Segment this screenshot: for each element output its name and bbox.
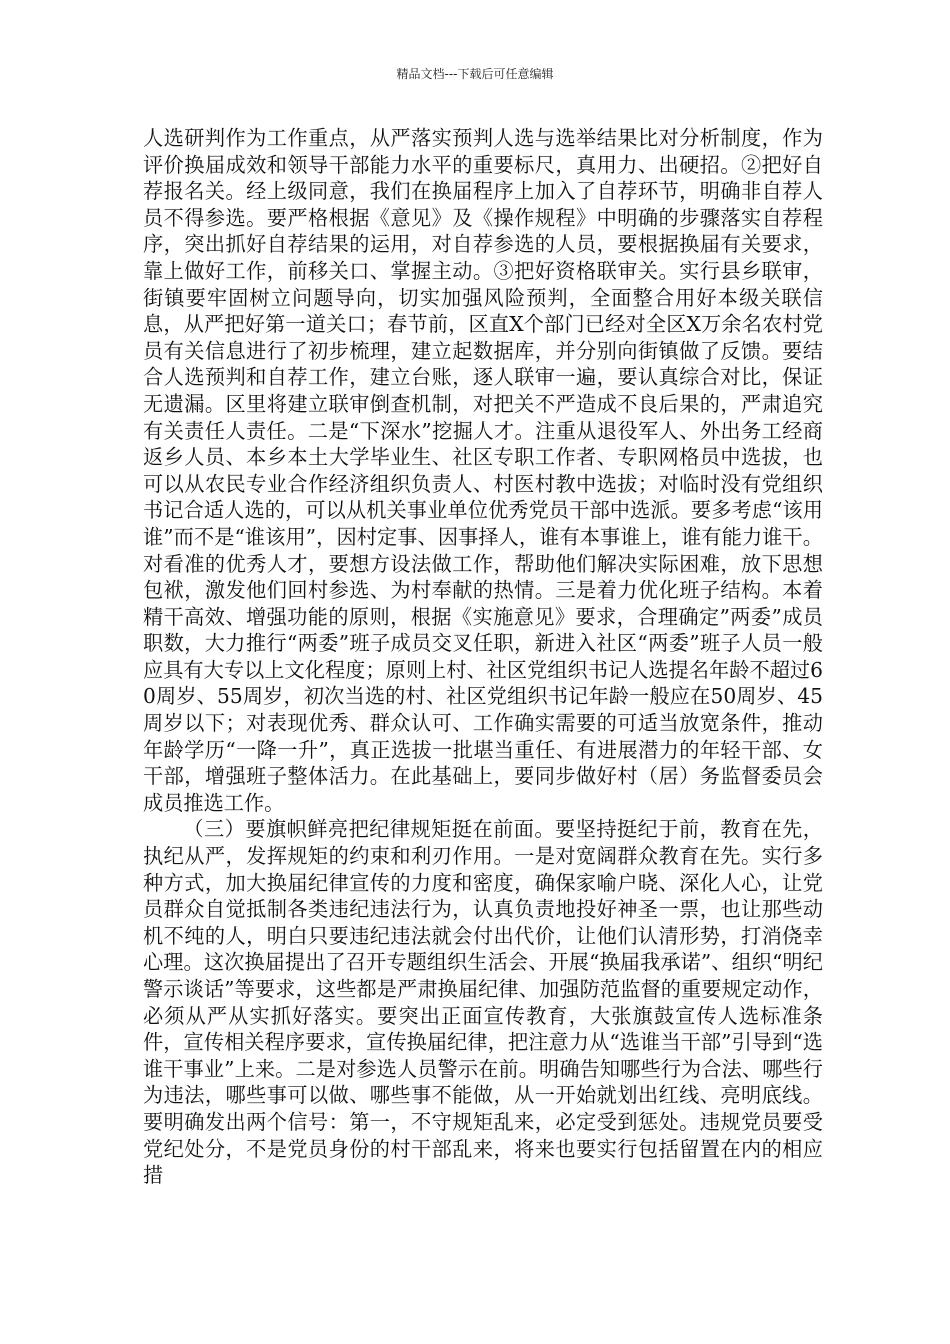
document-body [143, 125, 823, 1189]
paragraph-section-three: （三）要旗帜鲜亮把纪律规矩挺在前面。要坚持挺纪于前，教育在先，执纪从严，发挥规矩的约束和利刃作用。一是对宽阔群众教育在先。实行多种方式，加大换届纪律宣传的力度和密度，确保家喻户晓、深化人心，让党员群众自觉抵制各类违纪违法行为，认真负责地投好神圣一票，也让那些动机不纯的人，明白只要违纪违法就会付出代价，让他们认清形势，打消侥幸心理。这次换届提出了召开专题组织生活会、开展“换届我承诺”、组织“明纪警示谈话”等要求，这些都是严肃换届纪律、加强防范监督的重要规定动作，必须从严从实抓好落实。要突出正面宣传教育，大张旗鼓宣传人选标准条件，宣传相关程序要求，宣传换届纪律，把注意力从“选谁当干部”引导到“选谁干事业”上来。二是对参选人员警示在前。明确告知哪些行为合法、哪些行为违法，哪些事可以做、哪些事不能做，从一开始就划出红线、亮明底线。要明确发出两个信号：第一，不守规矩乱来，必定受到惩处。违规党员要受党纪处分，不是党员身份的村干部乱来，将来也要实行包括留置在内的相应措 [143, 817, 823, 1188]
paragraph-continuation: 人选研判作为工作重点，从严落实预判人选与选举结果比对分析制度，作为评价换届成效和领导干部能力水平的重要标尺，真用力、出硬招。②把好自荐报名关。经上级同意，我们在换届程序上加入了自荐环节，明确非自荐人员不得参选。要严格根据《意见》及《操作规程》中明确的步骤落实自荐程序，突出抓好自荐结果的运用，对自荐参选的人员，要根据换届有关要求，靠上做好工作，前移关口、掌握主动。③把好资格联审关。实行县乡联审，街镇要牢固树立问题导向，切实加强风险预判，全面整合用好本级关联信息，从严把好第一道关口；春节前，区直X个部门已经对全区X万余名农村党员有关信息进行了初步梳理，建立起数据库，并分别向街镇做了反馈。要结合人选预判和自荐工作，建立台账，逐人联审一遍，要认真综合对比，保证无遗漏。区里将建立联审倒查机制，对把关不严造成不良后果的，严肃追究有关责任人责任。二是“下深水”挖掘人才。注重从退役军人、外出务工经商返乡人员、本乡本土大学毕业生、社区专职工作者、专职网格员中选拔，也可以从农民专业合作经济组织负责人、村医村教中选拔；对临时没有党组织书记合适人选的，可以从机关事业单位优秀党员干部中选派。要多考虑“该用谁”而不是“谁该用”，因村定事、因事择人，谁有本事谁上，谁有能力谁干。对看准的优秀人才，要想方设法做工作，帮助他们解决实际困难，放下思想包袱，激发他们回村参选、为村奉献的热情。三是着力优化班子结构。本着精干高效、增强功能的原则，根据《实施意见》要求，合理确定”两委”成员职数，大力推行“两委”班子成员交叉任职，新进入社区“两委”班子人员一般应具有大专以上文化程度；原则上村、社区党组织书记人选提名年龄不超过60周岁、55周岁，初次当选的村、社区党组织书记年龄一般应在50周岁、45周岁以下；对表现优秀、群众认可、工作确实需要的可适当放宽条件，推动年龄学历“一降一升”，真正选拔一批堪当重任、有进展潜力的年轻干部、女干部，增强班子整体活力。在此基础上，要同步做好村（居）务监督委员会成员推选工作。 [143, 126, 823, 815]
page-header: 精品文档---下载后可任意编辑 [396, 67, 554, 81]
